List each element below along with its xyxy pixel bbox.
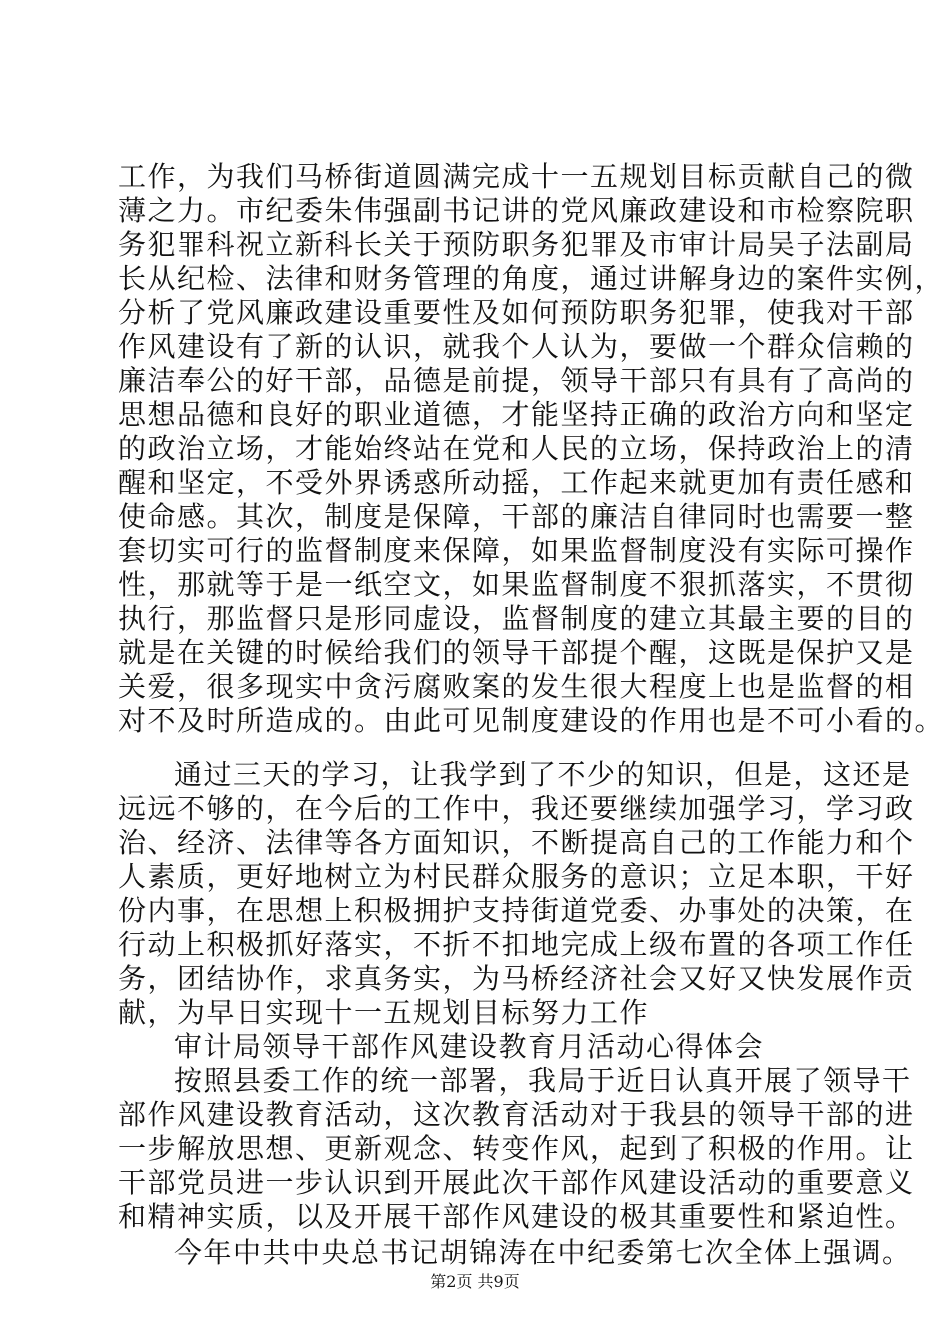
paragraph-1-line: 工作，为我们马桥街道圆满完成十一五规划目标贡献自己的微 <box>118 160 915 193</box>
paragraph-1-line: 作风建设有了新的认识，就我个人认为，要做一个群众信赖的 <box>118 330 915 363</box>
paragraph-1-line: 廉洁奉公的好干部，品德是前提，领导干部只有具有了高尚的 <box>118 364 915 397</box>
page-number: 第2页 共9页 <box>430 1272 520 1291</box>
paragraph-1-line: 性，那就等于是一纸空文，如果监督制度不狠抓落实，不贯彻 <box>118 568 915 601</box>
paragraph-2-line: 人素质，更好地树立为村民群众服务的意识；立足本职，干好 <box>118 860 915 893</box>
paragraph-1-line: 薄之力。市纪委朱伟强副书记讲的党风廉政建设和市检察院职 <box>118 194 915 227</box>
paragraph-1-line: 套切实可行的监督制度来保障，如果监督制度没有实际可操作 <box>118 534 915 567</box>
paragraph-3-line: 部作风建设教育活动，这次教育活动对于我县的领导干部的进 <box>118 1098 915 1131</box>
paragraph-1-line: 就是在关键的时候给我们的领导干部提个醒，这既是保护又是 <box>118 636 915 669</box>
paragraph-1-line: 对不及时所造成的。由此可见制度建设的作用也是不可小看的。 <box>118 704 945 737</box>
paragraph-1-line: 醒和坚定，不受外界诱惑所动摇，工作起来就更加有责任感和 <box>118 466 915 499</box>
paragraph-1-line: 执行，那监督只是形同虚设，监督制度的建立其最主要的目的 <box>118 602 915 635</box>
paragraph-1-line: 思想品德和良好的职业道德，才能坚持正确的政治方向和坚定 <box>118 398 915 431</box>
paragraph-2-line: 务，团结协作，求真务实，为马桥经济社会又好又快发展作贡 <box>118 962 915 995</box>
paragraph-2-line: 份内事，在思想上积极拥护支持街道党委、办事处的决策，在 <box>118 894 915 927</box>
paragraph-1-line: 分析了党风廉政建设重要性及如何预防职务犯罪，使我对干部 <box>118 296 915 329</box>
paragraph-3-line: 和精神实质，以及开展干部作风建设的极其重要性和紧迫性。 <box>118 1200 915 1233</box>
paragraph-1-line: 关爱，很多现实中贪污腐败案的发生很大程度上也是监督的相 <box>118 670 915 703</box>
paragraph-3-line: 按照县委工作的统一部署，我局于近日认真开展了领导干 <box>174 1064 912 1097</box>
paragraph-2-line: 远远不够的，在今后的工作中，我还要继续加强学习，学习政 <box>118 792 915 825</box>
paragraph-4-line: 今年中共中央总书记胡锦涛在中纪委第七次全体上强调。 <box>174 1236 912 1269</box>
paragraph-1-line: 长从纪检、法律和财务管理的角度，通过讲解身边的案件实例， <box>118 262 945 295</box>
paragraph-1-line: 的政治立场，才能始终站在党和人民的立场，保持政治上的清 <box>118 432 915 465</box>
paragraph-1-line: 使命感。其次，制度是保障，干部的廉洁自律同时也需要一整 <box>118 500 915 533</box>
section-heading: 审计局领导干部作风建设教育月活动心得体会 <box>174 1030 765 1063</box>
paragraph-2-line: 行动上积极抓好落实，不折不扣地完成上级布置的各项工作任 <box>118 928 915 961</box>
paragraph-2-line: 献，为早日实现十一五规划目标努力工作 <box>118 996 650 1029</box>
paragraph-3-line: 一步解放思想、更新观念、转变作风，起到了积极的作用。让 <box>118 1132 915 1165</box>
paragraph-3-line: 干部党员进一步认识到开展此次干部作风建设活动的重要意义 <box>118 1166 915 1199</box>
paragraph-2-line: 通过三天的学习，让我学到了不少的知识，但是，这还是 <box>174 758 912 791</box>
paragraph-1-line: 务犯罪科祝立新科长关于预防职务犯罪及市审计局吴子法副局 <box>118 228 915 261</box>
paragraph-2-line: 治、经济、法律等各方面知识，不断提高自己的工作能力和个 <box>118 826 915 859</box>
